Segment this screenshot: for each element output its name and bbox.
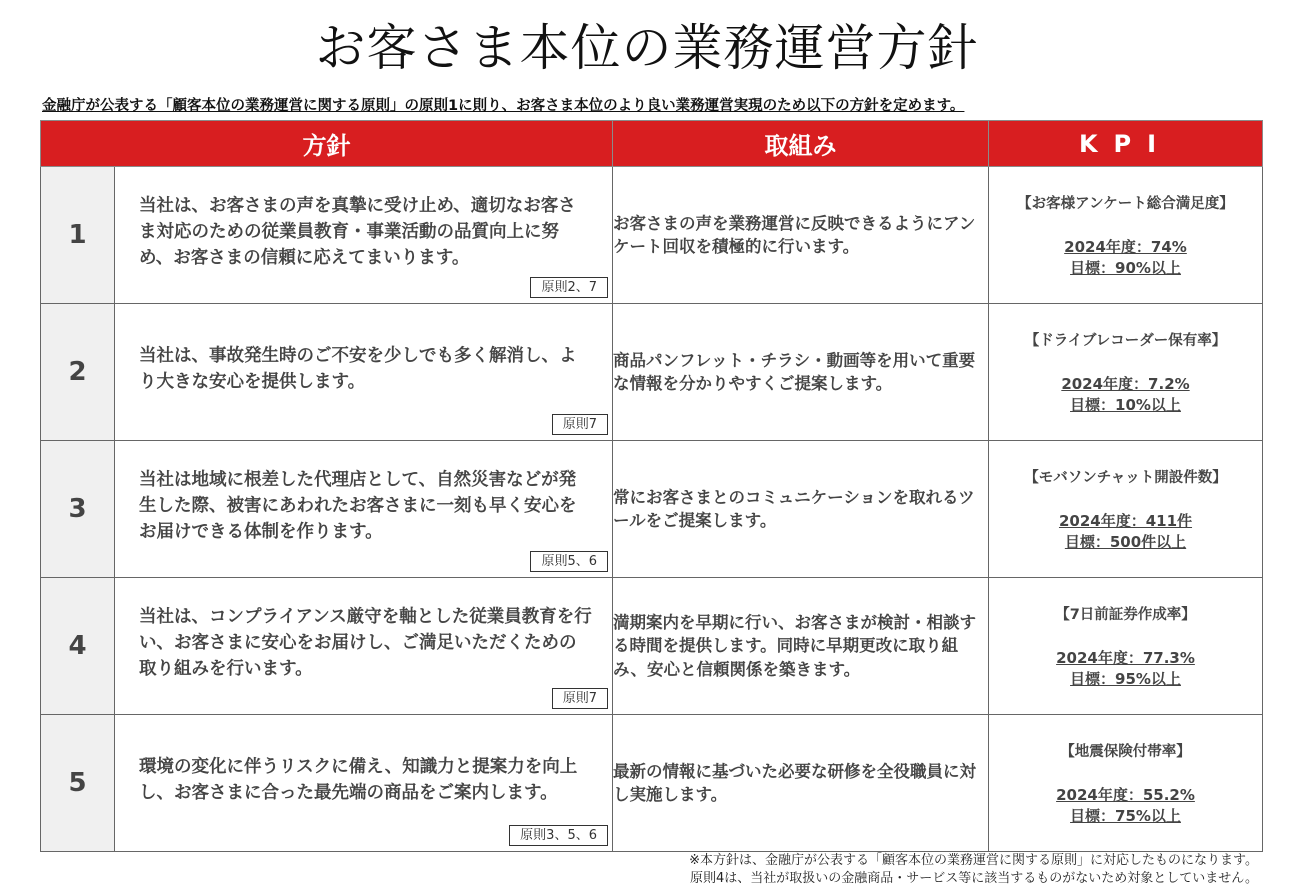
header-action: 取組み <box>613 121 989 167</box>
kpi-label: 【お客様アンケート総合満足度】 <box>1017 196 1234 213</box>
page-title: お客さま本位の業務運営方針 <box>315 19 979 77</box>
row-number: 2 <box>41 304 115 441</box>
kpi-current: 2024年度：411件 <box>1058 512 1193 531</box>
policy-cell <box>115 167 613 304</box>
row-number: 3 <box>41 441 115 578</box>
row-number: 5 <box>41 715 115 852</box>
kpi-label: 【地震保険付帯率】 <box>1060 744 1191 761</box>
action-text: 商品パンフレット・チラシ・動画等を用いて重要な情報を分かりやすくご提案します。 <box>613 304 989 441</box>
principle-ref: 原則2、7 <box>530 277 608 298</box>
table-header-row <box>41 121 1263 167</box>
kpi-target: 目標：95%以上 <box>1070 669 1181 688</box>
principle-ref: 原則5、6 <box>530 551 608 572</box>
kpi-target: 目標：10%以上 <box>1070 395 1181 414</box>
action-text: 最新の情報に基づいた必要な研修を全役職員に対し実施します。 <box>613 715 989 852</box>
kpi-label: 【ドライブレコーダー保有率】 <box>1024 333 1227 350</box>
row-number: 1 <box>41 167 115 304</box>
kpi-cell <box>989 441 1263 578</box>
footnote-line: 原則4は、当社が取扱いの金融商品・サービス等に該当するものがないため対象としていません。 <box>689 871 1258 887</box>
policy-text: 当社は地域に根差した代理店として、自然災害などが発生した際、被害にあわれたお客さまに一刻も早く安心をお届けできる体制を作ります。 <box>139 469 577 543</box>
table-row <box>41 715 1263 852</box>
footnote <box>689 852 1258 888</box>
header-policy: 方針 <box>41 121 613 167</box>
action-text: 満期案内を早期に行い、お客さまが検討・相談する時間を提供します。同時に早期更改に取り組み、安心と信頼関係を築きます。 <box>613 578 989 715</box>
kpi-current: 2024年度：55.2% <box>1056 786 1195 805</box>
kpi-current: 2024年度：7.2% <box>1061 375 1190 394</box>
principle-ref: 原則7 <box>552 414 608 435</box>
kpi-target: 目標：500件以上 <box>1064 532 1187 551</box>
policy-text: 当社は、事故発生時のご不安を少しでも多く解消し、より大きな安心を提供します。 <box>139 345 577 392</box>
policy-cell <box>115 578 613 715</box>
footnote-line: ※本方針は、金融庁が公表する「顧客本位の業務運営に関する原則」に対応したものになります。 <box>689 853 1258 868</box>
intro-text: 金融庁が公表する「顧客本位の業務運営に関する原則」の原則1に則り、お客さま本位のより良い業務運営実現のため以下の方針を定めます。 <box>42 98 965 114</box>
kpi-target: 目標：90%以上 <box>1070 258 1181 277</box>
kpi-cell <box>989 578 1263 715</box>
principle-ref: 原則7 <box>552 688 608 709</box>
policy-text: 環境の変化に伴うリスクに備え、知識力と提案力を向上し、お客さまに合った最先端の商品をご案内します。 <box>139 756 578 803</box>
principle-ref: 原則3、5、6 <box>509 825 608 846</box>
table-row <box>41 304 1263 441</box>
kpi-current: 2024年度：77.3% <box>1056 649 1195 668</box>
kpi-cell <box>989 715 1263 852</box>
action-text: 常にお客さまとのコミュニケーションを取れるツールをご提案します。 <box>613 441 989 578</box>
table-row <box>41 578 1263 715</box>
policy-cell <box>115 715 613 852</box>
action-text: お客さまの声を業務運営に反映できるようにアンケート回収を積極的に行います。 <box>613 167 989 304</box>
kpi-cell <box>989 304 1263 441</box>
policy-text: 当社は、コンプライアンス厳守を軸とした従業員教育を行い、お客さまに安心をお届けし、ご満足いただくための取り組みを行います。 <box>139 606 592 680</box>
kpi-current: 2024年度：74% <box>1064 238 1187 257</box>
kpi-target: 目標：75%以上 <box>1070 806 1181 825</box>
policy-cell <box>115 304 613 441</box>
policy-cell <box>115 441 613 578</box>
table-row <box>41 167 1263 304</box>
kpi-label: 【モバソンチャット開設件数】 <box>1024 470 1227 487</box>
row-number: 4 <box>41 578 115 715</box>
header-kpi: KPI <box>989 121 1263 167</box>
kpi-label: 【7日前証券作成率】 <box>1055 607 1196 624</box>
policy-table <box>40 120 1263 852</box>
table-row <box>41 441 1263 578</box>
kpi-cell <box>989 167 1263 304</box>
policy-text: 当社は、お客さまの声を真摯に受け止め、適切なお客さま対応のための従業員教育・事業活動の品質向上に努め、お客さまの信頼に応えてまいります。 <box>139 195 576 269</box>
